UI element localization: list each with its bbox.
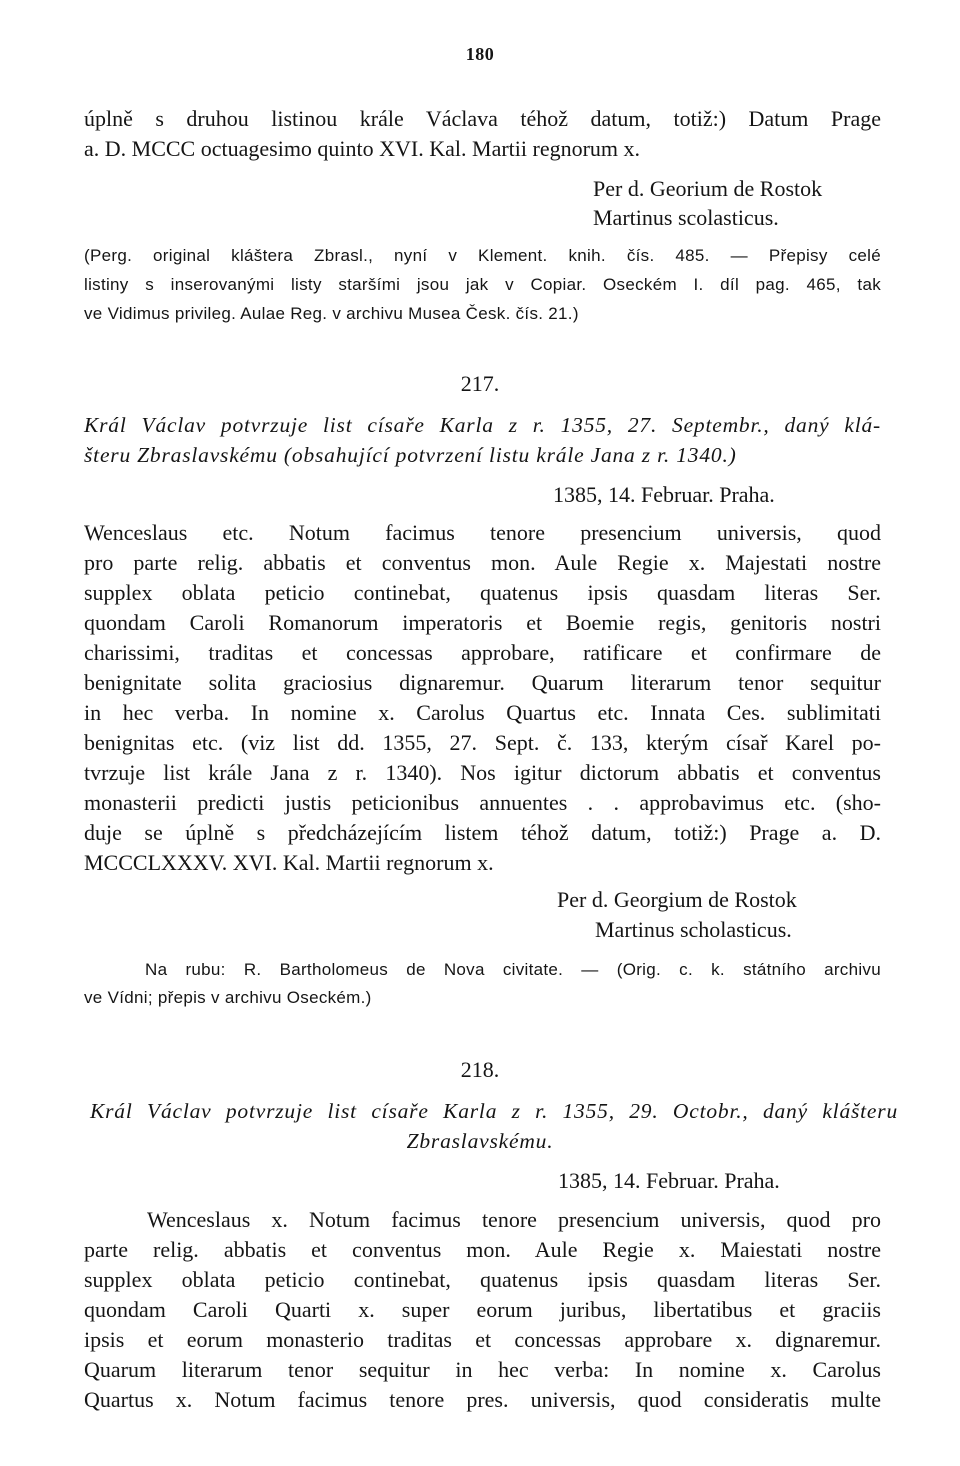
body-line: Wenceslaus x. Notum facimus tenore presencium universis, quod pro (147, 1207, 881, 1232)
archival-note-line: (Perg. original kláštera Zbrasl., nyní v Klement. knih. čís. 485. — Přepisy celé (84, 246, 881, 265)
document-heading-line: šteru Zbraslavskému (obsahující potvrzení listu krále Jana z r. 1340.) (84, 443, 737, 467)
body-line: ipsis et eorum monasterio traditas et concessas approbare x. dignaremur. (84, 1327, 881, 1352)
body-line: duje se úplně s předcházejícím listem téhož datum, totiž:) Prage a. D. (84, 820, 881, 845)
document-date: 1385, 14. Februar. Praha. (553, 482, 775, 507)
signature-line: Martinus scolasticus. (593, 205, 779, 230)
archival-note-line: ve Vidimus privileg. Aulae Reg. v archivu Musea Česk. čís. 21.) (84, 304, 579, 323)
archival-note-line: Na rubu: R. Bartholomeus de Nova civitate. — (Orig. c. k. státního archivu (145, 960, 881, 979)
document-number: 218. (460, 1057, 500, 1082)
body-line: supplex oblata peticio continebat, quatenus ipsis quasdam literas Ser. (84, 580, 881, 605)
body-line: quondam Caroli Quarti x. super eorum juribus, libertatibus et graciis (84, 1297, 881, 1322)
page-number: 180 (465, 44, 495, 64)
body-line: monasterii predicti justis peticionibus annuentes . . approbavimus etc. (sho- (84, 790, 881, 815)
document-heading-line: Král Václav potvrzuje list císaře Karla z r. 1355, 29. Octobr., daný klášteru (90, 1099, 898, 1123)
body-line: parte relig. abbatis et conventus mon. Aule Regie x. Maiestati nostre (84, 1237, 881, 1262)
signature-line: Per d. Georgium de Rostok (557, 887, 797, 912)
archival-note-line: listiny s inserovanými listy staršími jsou jak v Copiar. Oseckém I. díl pag. 465, tak (84, 275, 881, 294)
signature-line: Martinus scholasticus. (595, 917, 792, 942)
body-line: benignitate solita graciosius dignaremur. Quarum literarum tenor sequitur (84, 670, 881, 695)
body-line: quondam Caroli Romanorum imperatoris et Boemie regis, genitoris nostri (84, 610, 881, 635)
body-line: Quartus x. Notum facimus tenore pres. universis, quod consideratis multe (84, 1387, 881, 1412)
document-number: 217. (460, 371, 500, 396)
body-line: charissimi, traditas et concessas approbare, ratificare et confirmare de (84, 640, 881, 665)
body-line: supplex oblata peticio continebat, quatenus ipsis quasdam literas Ser. (84, 1267, 881, 1292)
body-line: tvrzuje list krále Jana z r. 1340). Nos igitur dictorum abbatis et conventus (84, 760, 881, 785)
signature-line: Per d. Georium de Rostok (593, 176, 823, 201)
archival-note-line: ve Vídni; přepis v archivu Oseckém.) (84, 988, 372, 1007)
body-line: in hec verba. In nomine x. Carolus Quartus etc. Innata Ces. sublimitati (84, 700, 881, 725)
body-line: Wenceslaus etc. Notum facimus tenore presencium universis, quod (84, 520, 881, 545)
body-line: benignitas etc. (viz list dd. 1355, 27. Sept. č. 133, kterým císař Karel po- (84, 730, 881, 755)
document-heading-line: Zbraslavskému. (406, 1129, 554, 1153)
body-line: MCCCLXXXV. XVI. Kal. Martii regnorum x. (84, 850, 494, 875)
document-heading-line: Král Václav potvrzuje list císaře Karla z r. 1355, 27. Septembr., daný klá- (84, 413, 881, 437)
document-date: 1385, 14. Februar. Praha. (558, 1168, 780, 1193)
body-line: pro parte relig. abbatis et conventus mon. Aule Regie x. Majestati nostre (84, 550, 881, 575)
body-line: Quarum literarum tenor sequitur in hec verba: In nomine x. Carolus (84, 1357, 881, 1382)
body-line: úplně s druhou listinou krále Václava téhož datum, totiž:) Datum Prage (84, 106, 881, 131)
body-line: a. D. MCCC octuagesimo quinto XVI. Kal. Martii regnorum x. (84, 136, 641, 161)
